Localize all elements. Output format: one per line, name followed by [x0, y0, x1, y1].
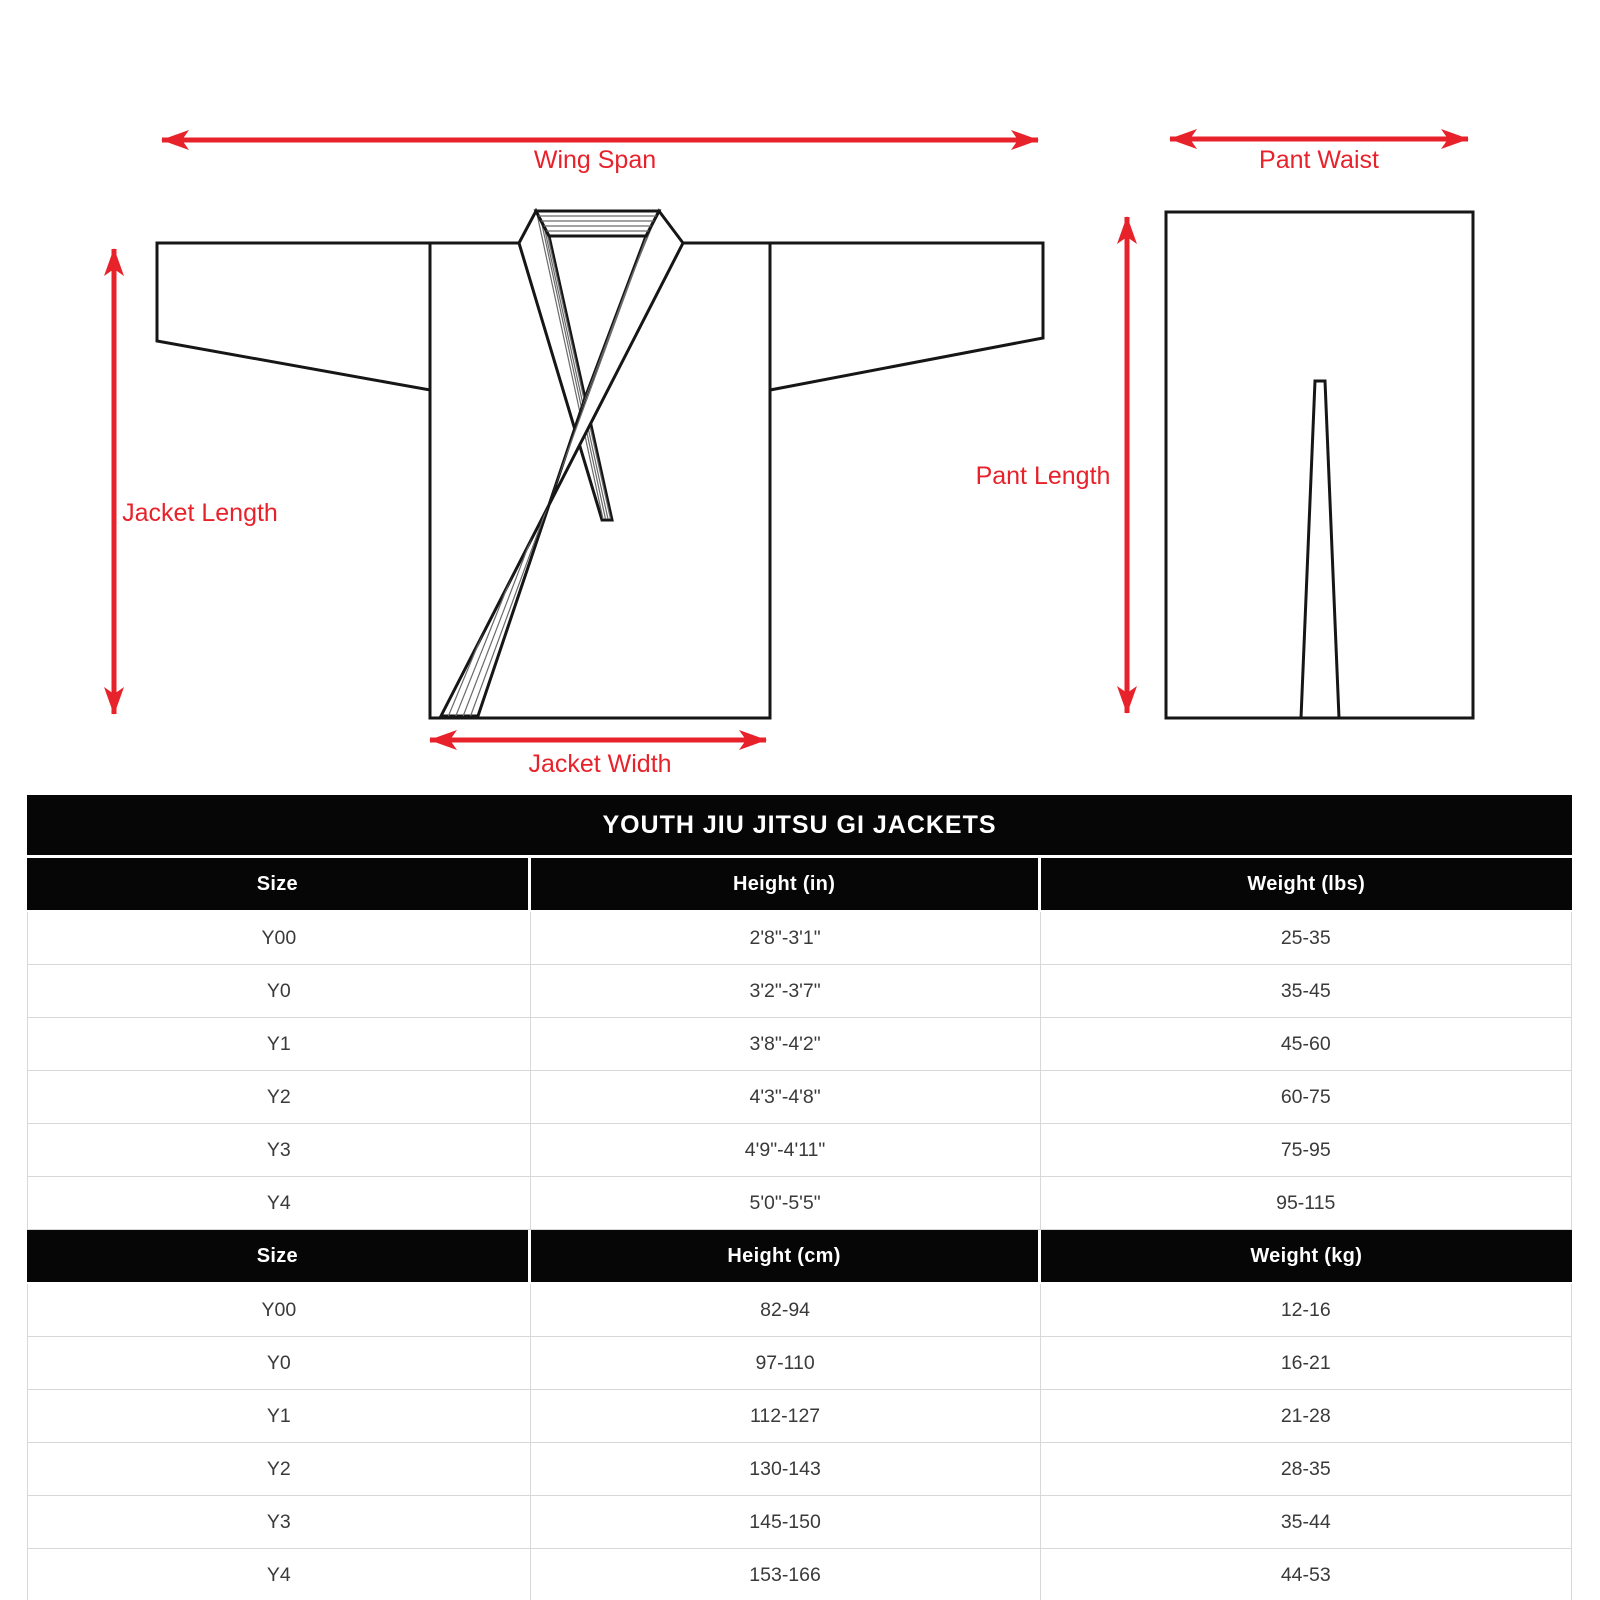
header-size: Size: [27, 858, 531, 912]
measurement-arrows: [114, 139, 1468, 740]
height-cell: 112-127: [531, 1390, 1041, 1443]
height-cell: 82-94: [531, 1284, 1041, 1337]
weight-cell: 35-45: [1041, 965, 1573, 1018]
weight-cell: 28-35: [1041, 1443, 1573, 1496]
size-cell: Y2: [27, 1071, 531, 1124]
gi-jacket-diagram: [157, 211, 1043, 718]
gi-pants-diagram: [1166, 212, 1473, 718]
jacket-length-label: Jacket Length: [122, 499, 278, 527]
table-row: [27, 1443, 1572, 1496]
header-weight-kg: Weight (kg): [1041, 1230, 1573, 1284]
table-row: [27, 1071, 1572, 1124]
header-weight-lbs: Weight (lbs): [1041, 858, 1573, 912]
height-cell: 5'0"-5'5": [531, 1177, 1041, 1230]
table-row: [27, 1337, 1572, 1390]
weight-cell: 75-95: [1041, 1124, 1573, 1177]
weight-cell: 95-115: [1041, 1177, 1573, 1230]
jacket-collar-right-lapel: [441, 211, 683, 716]
table-header-row-in: [27, 858, 1572, 912]
size-cell: Y0: [27, 965, 531, 1018]
table-row: [27, 1390, 1572, 1443]
pants-outline: [1166, 212, 1473, 718]
size-cell: Y3: [27, 1496, 531, 1549]
measurement-labels: [122, 146, 1379, 778]
size-cell: Y1: [27, 1390, 531, 1443]
table-title-row: [27, 795, 1572, 858]
header-height-in: Height (in): [531, 858, 1041, 912]
height-cell: 145-150: [531, 1496, 1041, 1549]
jacket-width-label: Jacket Width: [528, 750, 672, 778]
size-cell: Y00: [27, 1284, 531, 1337]
height-cell: 2'8"-3'1": [531, 912, 1041, 965]
weight-cell: 25-35: [1041, 912, 1573, 965]
weight-cell: 44-53: [1041, 1549, 1573, 1600]
size-cell: Y4: [27, 1549, 531, 1600]
weight-cell: 60-75: [1041, 1071, 1573, 1124]
jacket-right-sleeve: [770, 243, 1043, 390]
wing-span-label: Wing Span: [533, 146, 657, 174]
weight-cell: 35-44: [1041, 1496, 1573, 1549]
height-cell: 4'3"-4'8": [531, 1071, 1041, 1124]
height-cell: 3'2"-3'7": [531, 965, 1041, 1018]
size-cell: Y4: [27, 1177, 531, 1230]
height-cell: 4'9"-4'11": [531, 1124, 1041, 1177]
table-row: [27, 1177, 1572, 1230]
pant-waist-label: Pant Waist: [1259, 146, 1379, 174]
height-cell: 97-110: [531, 1337, 1041, 1390]
pants-leg-slit: [1301, 381, 1339, 718]
table-row: [27, 912, 1572, 965]
table-row: [27, 1496, 1572, 1549]
size-cell: Y0: [27, 1337, 531, 1390]
height-cell: 3'8"-4'2": [531, 1018, 1041, 1071]
header-height-cm: Height (cm): [531, 1230, 1041, 1284]
youth-gi-size-table: [27, 795, 1572, 1600]
table-row: [27, 965, 1572, 1018]
table-row: [27, 1124, 1572, 1177]
size-cell: Y3: [27, 1124, 531, 1177]
size-cell: Y2: [27, 1443, 531, 1496]
weight-cell: 21-28: [1041, 1390, 1573, 1443]
weight-cell: 12-16: [1041, 1284, 1573, 1337]
weight-cell: 45-60: [1041, 1018, 1573, 1071]
table-row: [27, 1284, 1572, 1337]
measurement-diagram: [0, 0, 1600, 790]
height-cell: 153-166: [531, 1549, 1041, 1600]
jacket-left-sleeve: [157, 243, 430, 390]
pant-length-label: Pant Length: [975, 462, 1111, 490]
weight-cell: 16-21: [1041, 1337, 1573, 1390]
jacket-collar-neck-band: [536, 211, 659, 236]
size-cell: Y1: [27, 1018, 531, 1071]
table-header-row-cm: [27, 1230, 1572, 1284]
height-cell: 130-143: [531, 1443, 1041, 1496]
table-title: YOUTH JIU JITSU GI JACKETS: [27, 795, 1572, 858]
table-row: [27, 1018, 1572, 1071]
size-cell: Y00: [27, 912, 531, 965]
header-size: Size: [27, 1230, 531, 1284]
table-row: [27, 1549, 1572, 1600]
